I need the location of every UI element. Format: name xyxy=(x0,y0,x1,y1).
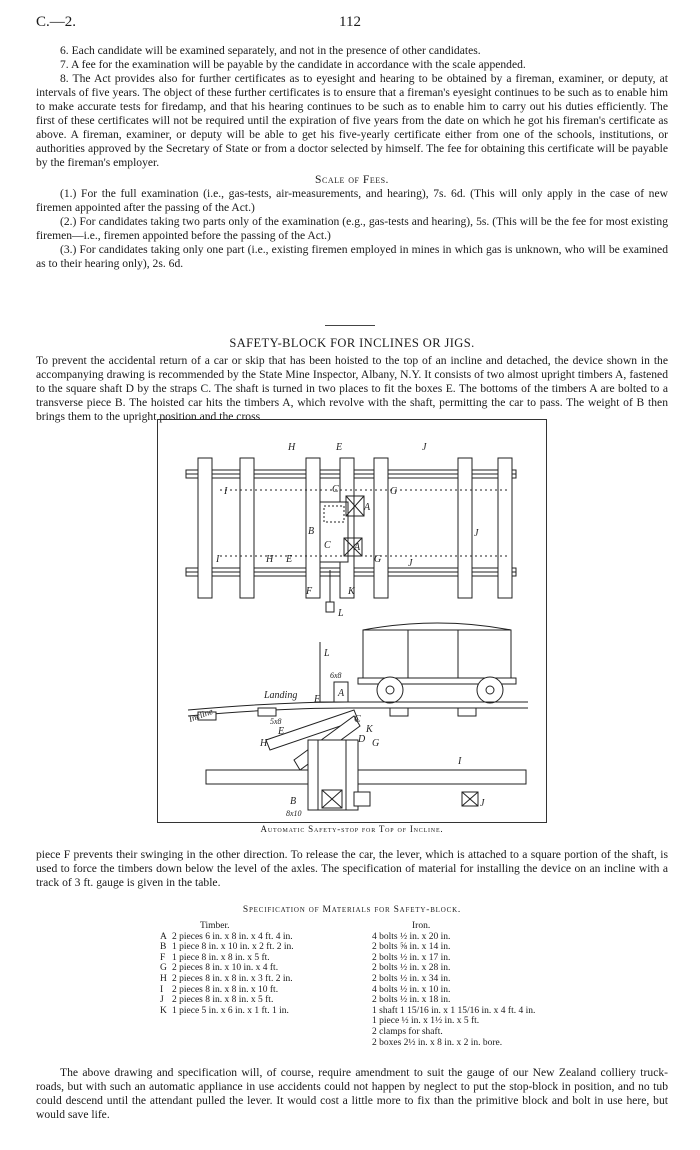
iron-row: 2 boxes 2½ in. x 8 in. x 2 in. bore. xyxy=(372,1037,503,1048)
specification-title: Specification of Materials for Safety-block. xyxy=(242,905,462,915)
paragraph-7: 7. A fee for the examination will be payable by the candidate in accordance with the scale appended. xyxy=(60,58,526,71)
label-e-top: E xyxy=(336,442,343,453)
continuation xyxy=(36,848,668,890)
label-i-top: I xyxy=(224,486,228,497)
label-e-side: E xyxy=(278,726,285,737)
paragraph-6: 6. Each candidate will be examined separately, and not in the presence of other candidates. xyxy=(60,44,481,57)
closing-section xyxy=(36,1066,668,1122)
label-l-top: L xyxy=(338,608,344,619)
label-l-side: L xyxy=(324,648,330,659)
timber-row: K 1 piece 5 in. x 6 in. x 1 ft. 1 in. xyxy=(160,1005,289,1016)
continuation-text: piece F prevents their swinging in the other direction. To release the car, the lever, which is attached to a square portion of the shaft, is used to force the timbers down below the level of the axles. The specification of material for installing the device on an incline with a track of 3 ft. gauge is given in the table. xyxy=(36,848,668,889)
rules-section xyxy=(36,44,668,271)
label-g-top: G xyxy=(390,486,398,497)
label-h-top: H xyxy=(288,442,296,453)
engineering-drawing xyxy=(158,420,546,822)
iron-row: 4 bolts ½ in. x 10 in. xyxy=(372,984,451,995)
label-landing: Landing xyxy=(264,690,298,701)
iron-row: 1 piece ½ in. x 1½ in. x 5 ft. xyxy=(372,1016,480,1027)
section-title: SAFETY-BLOCK FOR INCLINES OR JIGS. xyxy=(229,336,475,350)
label-b-side: B xyxy=(290,796,297,807)
page-number: 112 xyxy=(339,14,361,30)
closing-text: The above drawing and specification will, of course, require amendment to suit the gauge of our New Zealand colliery truck-roads, but with such an automatic appliance in use accidents could not happen by neglect to put the stop-block in position, and no tub could descend until the attendant pulled the lever. It would cost a little more to fix than the primitive block and bolt in use here, but would save life. xyxy=(36,1066,668,1121)
label-f-side: F xyxy=(314,694,321,705)
label-g-bottom: G xyxy=(374,554,382,565)
document-reference: C.—2. xyxy=(36,14,77,30)
iron-row: 2 bolts ½ in. x 34 in. xyxy=(372,973,451,984)
iron-row: 2 bolts ½ in. x 17 in. xyxy=(372,952,451,963)
label-k-side: K xyxy=(366,724,373,735)
label-i-bottom: I xyxy=(216,554,220,565)
timber-row: F 1 piece 8 in. x 8 in. x 5 ft. xyxy=(160,952,270,963)
label-a-side: A xyxy=(338,688,345,699)
label-c-top: C xyxy=(332,484,339,495)
label-a-top: A xyxy=(364,502,371,513)
label-j-right: J xyxy=(474,528,479,539)
timber-row: G 2 pieces 8 in. x 10 in. x 4 ft. xyxy=(160,963,279,974)
paragraph-8: 8. The Act provides also for further certificates as to eyesight and hearing to be obtained by a fireman, examiner, or deputy, at intervals of five years. The object of these further certificates is to ensure that a fireman's eyesight continues to be such as to enable him to make accurate tests for firedamp, and that his hearing continues to be such as to enable him to carry out his duties efficiently. The first of these certificates will not be required until the expiration of five years from the date on which he got his fireman's certificate as above. A fireman, examiner, or deputy will be able to get his five-yearly certificate either from one of the schools, institutions, or authorities approved by the Secretary of State or from a doctor selected by himself. The fee for obtaining this certificate will be payable by the fireman's employer. xyxy=(36,72,668,169)
label-j-bottom: J xyxy=(408,558,413,569)
label-c-bottom: C xyxy=(324,540,331,551)
fee-item-1: (1.) For the full examination (i.e., gas-tests, air-measurements, and hearing), 7s. 6d. (This will only apply in the case of new firemen appointed after the passing of the Act.) xyxy=(36,187,668,214)
label-i-side: I xyxy=(458,756,462,767)
label-d-side: D xyxy=(358,734,366,745)
label-b-top: B xyxy=(308,526,315,537)
label-8x10: 8x10 xyxy=(286,809,302,818)
label-incline: Incline xyxy=(187,705,215,724)
label-6x8: 6x8 xyxy=(330,671,342,680)
fee-item-3: (3.) For candidates taking only one part (i.e., existing firemen employed in mines in which gas is unknown, who will be examined as to their hearing only), 2s. 6d. xyxy=(36,243,668,270)
section-intro-text: To prevent the accidental return of a car or skip that has been hoisted to the top of an incline and detached, the device shown in the accompanying drawing is recommended by the State Mine Inspector, Albany, N.Y. It consists of two almost upright timbers A, fastened to the square shaft D by the straps C. The shaft is turned in two places to fit the boxes E. The bottoms of the timbers A are bolted to a transverse piece B. The hoisted car hits the timbers A, which revolve with the shaft, permitting the car to pass. The weight of B then brings them to the upright position and the cross xyxy=(36,354,668,423)
label-j-top: J xyxy=(422,442,427,453)
specification-table xyxy=(36,905,668,1048)
label-f-top: F xyxy=(306,586,313,597)
timber-row: J 2 pieces 8 in. x 8 in. x 5 ft. xyxy=(160,995,274,1006)
iron-column xyxy=(372,921,535,1048)
label-c-side: C xyxy=(354,714,361,725)
label-e-bottom: E xyxy=(286,554,293,565)
iron-row: 4 bolts ½ in. x 20 in. xyxy=(372,931,451,942)
label-k-top: K xyxy=(348,586,355,597)
figure-caption: Automatic Safety-stop for Top of Incline. xyxy=(260,824,444,834)
timber-row: A 2 pieces 6 in. x 8 in. x 4 ft. 4 in. xyxy=(160,931,293,942)
label-h-bottom: H xyxy=(266,554,274,565)
fees-heading: Scale of Fees. xyxy=(315,173,389,186)
iron-row: 2 bolts ⅝ in. x 14 in. xyxy=(372,942,451,953)
timber-row: B 1 piece 8 in. x 10 in. x 2 ft. 2 in. xyxy=(160,942,294,953)
label-5x8: 5x8 xyxy=(270,717,282,726)
page-header xyxy=(36,14,664,34)
label-j-side: J xyxy=(480,798,485,809)
fee-item-2: (2.) For candidates taking two parts only of the examination (e.g., gas-tests and hearing), 5s. (This will be the fee for most existing firemen—i.e., firemen appointed before the passing of the Act.) xyxy=(36,215,668,242)
iron-heading: Iron. xyxy=(412,921,431,931)
timber-row: I 2 pieces 8 in. x 8 in. x 10 ft. xyxy=(160,984,279,995)
section-intro xyxy=(36,354,668,424)
label-a-bottom: A xyxy=(354,542,361,553)
iron-row: 2 bolts ½ in. x 28 in. xyxy=(372,963,451,974)
iron-row: 2 bolts ½ in. x 18 in. xyxy=(372,995,451,1006)
label-g-side: G xyxy=(372,738,380,749)
timber-heading: Timber. xyxy=(200,921,230,931)
section-divider xyxy=(325,325,375,326)
timber-column xyxy=(160,921,294,1016)
label-h-side: H xyxy=(260,738,268,749)
iron-row: 2 clamps for shaft. xyxy=(372,1026,443,1037)
iron-row: 1 shaft 1 15/16 in. x 1 15/16 in. x 4 ft. 4 in. xyxy=(372,1005,536,1016)
timber-row: H 2 pieces 8 in. x 8 in. x 3 ft. 2 in. xyxy=(160,973,293,984)
safety-block-figure xyxy=(157,419,547,823)
